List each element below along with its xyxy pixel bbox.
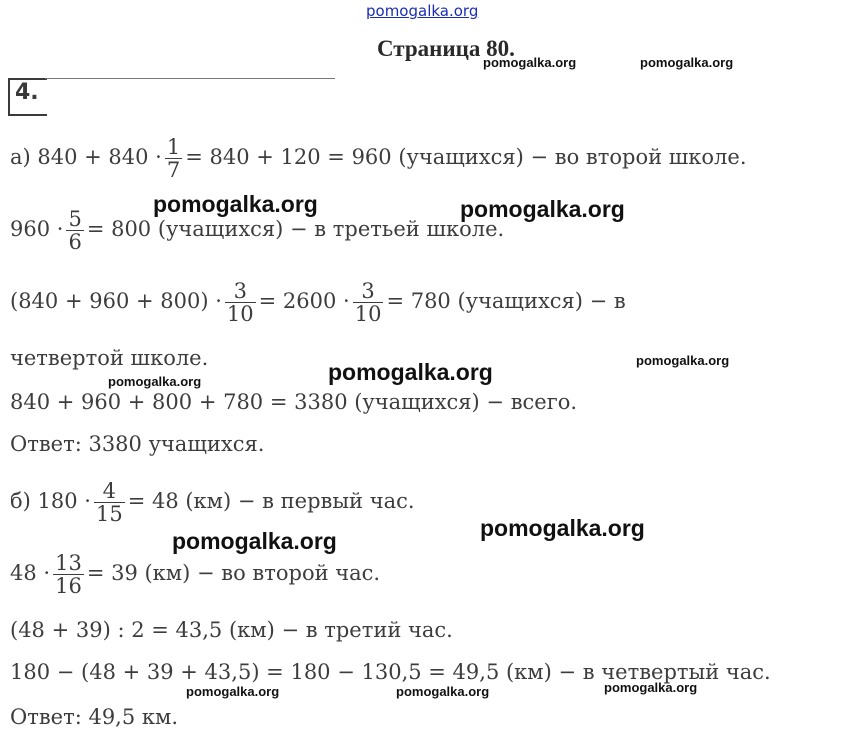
fraction: [66, 208, 83, 253]
solution-line: (48 + 39) : 2 = 43,5 (км) − в третий час.: [10, 618, 453, 642]
solution-line: 180 − (48 + 39 + 43,5) = 180 − 130,5 = 49,5 (км) − в четвертый час.: [10, 660, 771, 684]
watermark: pomogalka.org: [480, 515, 645, 541]
fraction: [53, 552, 84, 597]
fraction: [165, 136, 182, 181]
watermark: pomogalka.org: [604, 680, 698, 695]
solution-line: четвертой школе.: [10, 346, 209, 370]
expr-text: = 780 (учащихся) − в: [386, 289, 626, 313]
watermark: pomogalka.org: [328, 359, 493, 385]
fraction-numerator: 3: [353, 280, 384, 303]
fraction-denominator: 10: [226, 302, 254, 326]
fraction: [94, 480, 125, 525]
page-title: Страница 80.: [377, 36, 515, 61]
fraction-numerator: 13: [55, 551, 82, 575]
expr-text: а) 840 + 840 ·: [10, 145, 162, 169]
fraction-numerator: 1: [166, 135, 181, 159]
fraction-denominator: 16: [55, 574, 82, 598]
fraction-numerator: 4: [94, 480, 125, 503]
task-number: 4.: [15, 80, 39, 105]
expr-text: 960 ·: [10, 217, 64, 241]
watermark: pomogalka.org: [172, 528, 337, 554]
watermark: pomogalka.org: [186, 684, 280, 699]
fraction-denominator: 6: [68, 230, 82, 254]
answer-line: Ответ: 49,5 км.: [10, 705, 179, 729]
watermark: pomogalka.org: [460, 196, 625, 222]
expr-text: 48 ·: [10, 561, 51, 585]
answer-line: Ответ: 3380 учащихся.: [10, 432, 265, 456]
expr-text: = 2600 ·: [258, 289, 350, 313]
solution-line: [10, 552, 380, 597]
watermark: pomogalka.org: [636, 353, 730, 368]
expr-text: (840 + 960 + 800) ·: [10, 289, 222, 313]
watermark: pomogalka.org: [483, 55, 577, 70]
expr-text: = 48 (км) − в первый час.: [127, 489, 415, 513]
watermark: pomogalka.org: [396, 684, 490, 699]
divider: [45, 78, 335, 79]
fraction-denominator: 7: [166, 158, 181, 182]
fraction-denominator: 10: [354, 302, 382, 326]
watermark-link[interactable]: pomogalka.org: [366, 2, 479, 20]
expr-text: = 39 (км) − во второй час.: [86, 561, 381, 585]
expr-text: = 840 + 120 = 960 (учащихся) − во второй школе.: [185, 145, 747, 169]
watermark: pomogalka.org: [108, 374, 202, 389]
expr-text: = 800 (учащихся) − в третьей школе.: [86, 217, 505, 241]
fraction: [353, 280, 384, 325]
fraction-denominator: 15: [95, 502, 123, 526]
solution-line: [10, 480, 415, 525]
solution-line: [10, 280, 626, 325]
expr-text: б) 180 ·: [10, 489, 91, 513]
fraction-numerator: 3: [225, 280, 256, 303]
watermark: pomogalka.org: [153, 191, 318, 217]
fraction-numerator: 5: [68, 207, 82, 231]
solution-line: 840 + 960 + 800 + 780 = 3380 (учащихся) − всего.: [10, 390, 578, 414]
solution-line: [10, 136, 747, 181]
fraction: [225, 280, 256, 325]
watermark: pomogalka.org: [640, 55, 734, 70]
